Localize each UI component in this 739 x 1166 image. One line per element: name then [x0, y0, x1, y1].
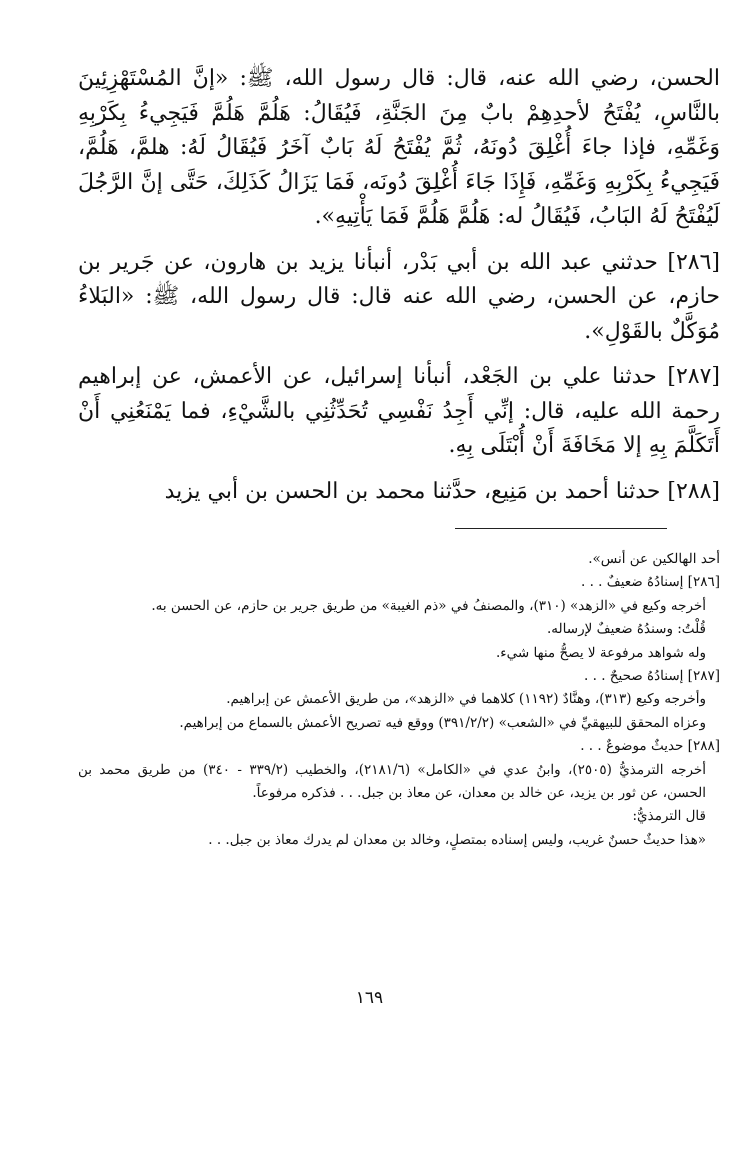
footnote-line: قُلْتُ: وسندُهُ ضعيفٌ لإرساله. [547, 621, 706, 638]
page-number: ١٦٩ [355, 988, 384, 1008]
footnote-line: وأخرجه وكيع (٣١٣)، وهنَّادٌ (١١٩٢) كلاهما في «الزهد»، من طريق الأعمش عن إبراهيم. [226, 691, 706, 708]
footnote-line: «هذا حديثٌ حسنٌ غريب، وليس إسناده بمتصلٍ، وخالد بن معدان لم يدرك معاذ بن جبل. . . [208, 831, 706, 848]
footnote-separator [455, 528, 667, 529]
page-body [78, 62, 720, 509]
footnote-line: وله شواهد مرفوعة لا يصحُّ منها شيء. [496, 644, 706, 661]
footnote-line: أخرجه وكيع في «الزهد» (٣١٠)، والمصنفُ في «ذم الغيبة» من طريق جرير بن حازم، عن الحسن به. [151, 597, 706, 614]
footnote-line: قال الترمذيُّ: [632, 808, 706, 825]
hadith-288-start: [٢٨٨] حدثنا أحمد بن مَنِيع، حدَّثنا محمد بن الحسن بن أبي يزيد [164, 478, 720, 504]
hadith-285-continuation: الحسن، رضي الله عنه، قال: قال رسول الله، ﷺ: «إنَّ المُسْتَهْزِئِينَ بالنَّاسِ، يُفْتَحُ لأحدِهِمْ بابٌ مِنَ الجَنَّةِ، فَيُقَالُ: هَلُمَّ هَلُمَّ فَيَجِيءُ بِكَرْبِهِ وَغَمِّهِ، فإذا جاءَ أُغْلِقَ دُونَهُ، ثُمَّ يُفْتَحُ لَهُ بَابٌ آخَرُ فَيُقَالُ لَهُ: هلمَّ، هَلُمَّ، فَيَجِيءُ بِكَرْبِهِ وَغَمِّهِ، فَإِذَا جَاءَ أُغْلِقَ دُونَه، فَمَا يَزَالُ كَذَلِكَ، حَتَّى إنَّ الرَّجُلَ لَيُفْتَحُ لَهُ البَابُ، فَيُقَالُ له: هَلُمَّ هَلُمَّ فَمَا يَأْتِيهِ». [78, 66, 720, 229]
footnotes [78, 548, 720, 852]
hadith-286: [٢٨٦] حدثني عبد الله بن أبي بَدْر، أنبأنا يزيد بن هارون، عن جَرير بن حازم، عن الحسن، رضي الله عنه قال: قال رسول الله، ﷺ: «البَلاءُ مُوَكَّلٌ بالقَوْلِ». [78, 249, 720, 344]
footnote-line: [٢٨٦] إسنادُهُ ضعيفٌ . . . [580, 574, 720, 591]
hadith-287: [٢٨٧] حدثنا علي بن الجَعْد، أنبأنا إسرائيل، عن الأعمش، عن إبراهيم رحمة الله عليه، قال: إنِّي أَجِدُ نَفْسِي تُحَدِّثُنِي بالشَّيْءِ، فما يَمْنَعُنِي أَنْ أَتَكَلَّمَ بِهِ إلا مَخَافَةَ أَنْ أُبْتَلَى بِهِ. [78, 364, 720, 458]
footnote-line: أخرجه الترمذيُّ (٢٥٠٥)، وابنُ عدي في «الكامل» (٢١٨١/٦)، والخطيب (٣٣٩/٢ - ٣٤٠) من طريق محمد بن الحسن، عن ثور بن يزيد، عن خالد بن معدان، عن معاذ بن جبل. . . فذكره مرفوعاً. [78, 761, 706, 802]
main-text [78, 62, 720, 509]
footnote-line: وعزاه المحقق للبيهقيِّ في «الشعب» (٣٩١/٢/٢) ووقع فيه تصريح الأعمش بالسماع من إبراهيم. [179, 714, 706, 731]
footnote-line: أحد الهالكين عن أنس». [588, 551, 720, 567]
footnote-line: [٢٨٧] إسنادُهُ صحيحٌ . . . [584, 668, 720, 685]
footnote-line: [٢٨٨] حديثٌ موضوعٌ . . . [580, 738, 720, 755]
